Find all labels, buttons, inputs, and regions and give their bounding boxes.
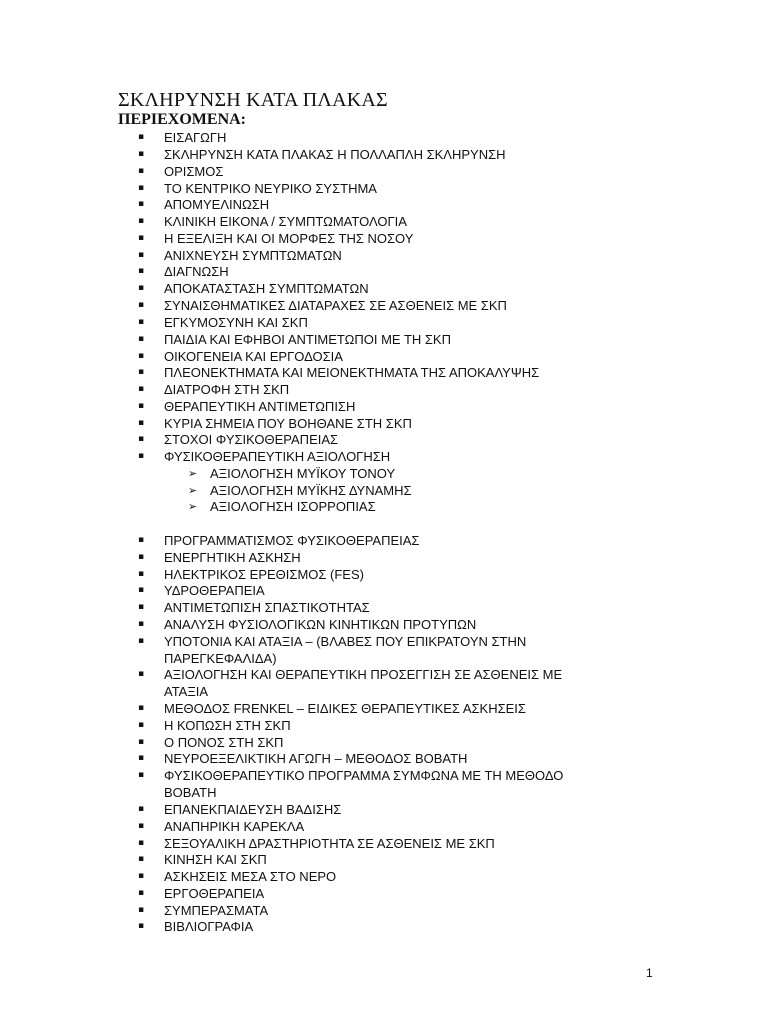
toc-item-label: ΑΠΟΚΑΤΑΣΤΑΣΗ ΣΥΜΠΤΩΜΑΤΩΝ [164, 281, 369, 296]
square-bullet-icon: ▪ [138, 888, 145, 898]
toc-item-label: Η ΚΟΠΩΣΗ ΣΤΗ ΣΚΠ [164, 718, 291, 733]
square-bullet-icon: ▪ [138, 233, 145, 243]
toc-item-label: ΑΝΑΠΗΡΙΚΗ ΚΑΡΕΚΛΑ [164, 819, 305, 834]
toc-item-label: ΚΙΝΗΣΗ ΚΑΙ ΣΚΠ [164, 852, 267, 867]
toc-item-label: ΦΥΣΙΚΟΘΕΡΑΠΕΥΤΙΚΗ ΑΞΙΟΛΟΓΗΣΗ [164, 449, 391, 464]
toc-item [138, 566, 364, 583]
document-title: ΣΚΛΗΡΥΝΣΗ ΚΑΤΑ ΠΛΑΚΑΣ [118, 89, 388, 111]
toc-item-label: ΣΚΛΗΡΥΝΣΗ ΚΑΤΑ ΠΛΑΚΑΣ Η ΠΟΛΛΑΠΛΗ ΣΚΛΗΡΥΝΣΗ [164, 147, 506, 162]
toc-item-label: ΠΑΙΔΙΑ ΚΑΙ ΕΦΗΒΟΙ ΑΝΤΙΜΕΤΩΠΟΙ ΜΕ ΤΗ ΣΚΠ [164, 332, 451, 347]
square-bullet-icon: ▪ [138, 552, 145, 562]
square-bullet-icon: ▪ [138, 132, 145, 142]
square-bullet-icon: ▪ [138, 317, 145, 327]
square-bullet-icon: ▪ [138, 216, 145, 226]
toc-item-label: ΚΛΙΝΙΚΗ ΕΙΚΟΝΑ / ΣΥΜΠΤΩΜΑΤΟΛΟΓΙΑ [164, 214, 407, 229]
toc-item-label: ΑΠΟΜΥΕΛΙΝΩΣΗ [164, 197, 270, 212]
toc-item [138, 700, 526, 717]
toc-item-label: ΥΠΟΤΟΝΙΑ ΚΑΙ ΑΤΑΞΙΑ – (ΒΛΑΒΕΣ ΠΟΥ ΕΠΙΚΡΑΤΟΥΝ ΣΤΗΝ [164, 634, 527, 649]
square-bullet-icon: ▪ [138, 854, 145, 864]
toc-item [138, 331, 451, 348]
square-bullet-icon: ▪ [138, 921, 145, 931]
square-bullet-icon: ▪ [138, 585, 145, 595]
arrow-bullet-icon: ➢ [188, 484, 198, 497]
square-bullet-icon: ▪ [138, 451, 145, 461]
square-bullet-icon: ▪ [138, 569, 145, 579]
toc-item [138, 734, 284, 751]
toc-item-label: ΠΛΕΟΝΕΚΤΗΜΑΤΑ ΚΑΙ ΜΕΙΟΝΕΚΤΗΜΑΤΑ ΤΗΣ ΑΠΟΚΑΛΥΨΗΣ [164, 365, 540, 380]
toc-item [138, 297, 507, 314]
square-bullet-icon: ▪ [138, 619, 145, 629]
square-bullet-icon: ▪ [138, 300, 145, 310]
square-bullet-icon: ▪ [138, 737, 145, 747]
toc-item-label: ΑΝΑΛΥΣΗ ΦΥΣΙΟΛΟΓΙΚΩΝ ΚΙΝΗΤΙΚΩΝ ΠΡΟΤΥΠΩΝ [164, 617, 477, 632]
toc-item [138, 868, 337, 885]
square-bullet-icon: ▪ [138, 905, 145, 915]
square-bullet-icon: ▪ [138, 283, 145, 293]
toc-item [138, 398, 356, 415]
toc-item-label: ΕΝΕΡΓΗΤΙΚΗ ΑΣΚΗΣΗ [164, 550, 301, 565]
square-bullet-icon: ▪ [138, 351, 145, 361]
toc-item-label: ΔΙΑΓΝΩΣΗ [164, 264, 229, 279]
square-bullet-icon: ▪ [138, 166, 145, 176]
toc-item [138, 818, 305, 835]
toc-item-label: ΝΕΥΡΟΕΞΕΛΙΚΤΙΚΗ ΑΓΩΓΗ – ΜΕΘΟΔΟΣ BOBATH [164, 751, 468, 766]
toc-item-label: ΑΝΙΧΝΕΥΣΗ ΣΥΜΠΤΩΜΑΤΩΝ [164, 248, 342, 263]
toc-item [138, 146, 506, 163]
toc-item-label: Η ΕΞΕΛΙΞΗ ΚΑΙ ΟΙ ΜΟΡΦΕΣ ΤΗΣ ΝΟΣΟΥ [164, 231, 414, 246]
toc-item-label: ΕΡΓΟΘΕΡΑΠΕΙΑ [164, 886, 265, 901]
toc-item-label: ΘΕΡΑΠΕΥΤΙΚΗ ΑΝΤΙΜΕΤΩΠΙΣΗ [164, 399, 356, 414]
square-bullet-icon: ▪ [138, 636, 145, 646]
toc-item [138, 767, 564, 801]
toc-item [138, 431, 339, 448]
square-bullet-icon: ▪ [138, 367, 145, 377]
toc-subitem [188, 465, 396, 482]
toc-item-label: ΒΙΒΛΙΟΓΡΑΦΙΑ [164, 919, 254, 934]
toc-item [138, 129, 227, 146]
toc-item [138, 448, 391, 465]
toc-item [138, 213, 407, 230]
toc-subitem [188, 498, 376, 515]
square-bullet-icon: ▪ [138, 418, 145, 428]
toc-item [138, 364, 540, 381]
square-bullet-icon: ▪ [138, 753, 145, 763]
toc-item-label: ΤΟ ΚΕΝΤΡΙΚΟ ΝΕΥΡΙΚΟ ΣΥΣΤΗΜΑ [164, 181, 377, 196]
toc-item [138, 180, 377, 197]
toc-item [138, 918, 254, 935]
toc-item [138, 902, 269, 919]
toc-item-label: ΟΙΚΟΓΕΝΕΙΑ ΚΑΙ ΕΡΓΟΔΟΣΙΑ [164, 349, 343, 364]
toc-item-label: ΦΥΣΙΚΟΘΕΡΑΠΕΥΤΙΚΟ ΠΡΟΓΡΑΜΜΑ ΣΥΜΦΩΝΑ ΜΕ ΤΗ ΜΕΘΟΔΟ [164, 768, 564, 783]
toc-item-label: ΣΥΝΑΙΣΘΗΜΑΤΙΚΕΣ ΔΙΑΤΑΡΑΧΕΣ ΣΕ ΑΣΘΕΝΕΙΣ ΜΕ ΣΚΠ [164, 298, 507, 313]
toc-item [138, 263, 229, 280]
toc-item [138, 415, 412, 432]
toc-item [138, 280, 369, 297]
toc-heading: ΠΕΡΙΕΧΟΜΕΝΑ: [118, 111, 246, 128]
toc-item-label: ΕΙΣΑΓΩΓΗ [164, 130, 227, 145]
toc-item [138, 750, 468, 767]
toc-item-label: ΟΡΙΣΜΟΣ [164, 164, 224, 179]
square-bullet-icon: ▪ [138, 149, 145, 159]
square-bullet-icon: ▪ [138, 199, 145, 209]
toc-item [138, 549, 301, 566]
toc-item-continuation: ΑΤΑΞΙΑ [164, 684, 209, 699]
toc-item-label: ΕΠΑΝΕΚΠΑΙΔΕΥΣΗ ΒΑΔΙΣΗΣ [164, 802, 342, 817]
square-bullet-icon: ▪ [138, 250, 145, 260]
square-bullet-icon: ▪ [138, 384, 145, 394]
toc-item-label: ΜΕΘΟΔΟΣ FRENKEL – ΕΙΔΙΚΕΣ ΘΕΡΑΠΕΥΤΙΚΕΣ ΑΣΚΗΣΕΙΣ [164, 701, 526, 716]
toc-item [138, 835, 495, 852]
square-bullet-icon: ▪ [138, 434, 145, 444]
toc-item [138, 851, 267, 868]
toc-item [138, 582, 265, 599]
square-bullet-icon: ▪ [138, 669, 145, 679]
toc-item-label: ΣΕΞΟΥΑΛΙΚΗ ΔΡΑΣΤΗΡΙΟΤΗΤΑ ΣΕ ΑΣΘΕΝΕΙΣ ΜΕ ΣΚΠ [164, 836, 495, 851]
toc-item [138, 885, 265, 902]
toc-item-continuation: ΠΑΡΕΓΚΕΦΑΛΙΔΑ) [164, 651, 277, 666]
toc-item-label: ΣΤΟΧΟΙ ΦΥΣΙΚΟΘΕΡΑΠΕΙΑΣ [164, 432, 339, 447]
toc-item [138, 196, 270, 213]
toc-item [138, 314, 308, 331]
toc-subitem-label: ΑΞΙΟΛΟΓΗΣΗ ΜΥΪΚΗΣ ΔΥΝΑΜΗΣ [210, 483, 412, 498]
toc-subitem-label: ΑΞΙΟΛΟΓΗΣΗ ΜΥΪΚΟΥ ΤΟΝΟΥ [210, 466, 396, 481]
square-bullet-icon: ▪ [138, 770, 145, 780]
toc-item-label: ΣΥΜΠΕΡΑΣΜΑΤΑ [164, 903, 269, 918]
toc-item [138, 230, 414, 247]
arrow-bullet-icon: ➢ [188, 467, 198, 480]
square-bullet-icon: ▪ [138, 401, 145, 411]
toc-item [138, 616, 477, 633]
toc-item-label: ΕΓΚΥΜΟΣΥΝΗ ΚΑΙ ΣΚΠ [164, 315, 308, 330]
square-bullet-icon: ▪ [138, 871, 145, 881]
toc-item-label: ΔΙΑΤΡΟΦΗ ΣΤΗ ΣΚΠ [164, 382, 290, 397]
toc-item [138, 801, 342, 818]
toc-item [138, 532, 420, 549]
toc-subitem [188, 482, 412, 499]
toc-subitem-label: ΑΞΙΟΛΟΓΗΣΗ ΙΣΟΡΡΟΠΙΑΣ [210, 499, 376, 514]
toc-item-label: ΥΔΡΟΘΕΡΑΠΕΙΑ [164, 583, 265, 598]
toc-item [138, 633, 527, 667]
arrow-bullet-icon: ➢ [188, 500, 198, 513]
toc-item [138, 381, 290, 398]
square-bullet-icon: ▪ [138, 266, 145, 276]
toc-item-label: ΑΝΤΙΜΕΤΩΠΙΣΗ ΣΠΑΣΤΙΚΟΤΗΤΑΣ [164, 600, 370, 615]
square-bullet-icon: ▪ [138, 838, 145, 848]
toc-item [138, 666, 563, 700]
toc-item [138, 247, 342, 264]
toc-item [138, 717, 291, 734]
page-number: 1 [646, 966, 653, 980]
square-bullet-icon: ▪ [138, 804, 145, 814]
toc-item-label: ΗΛΕΚΤΡΙΚΟΣ ΕΡΕΘΙΣΜΟΣ (FES) [164, 567, 364, 582]
toc-item-label: ΑΞΙΟΛΟΓΗΣΗ ΚΑΙ ΘΕΡΑΠΕΥΤΙΚΗ ΠΡΟΣΕΓΓΙΣΗ ΣΕ ΑΣΘΕΝΕΙΣ ΜΕ [164, 667, 563, 682]
square-bullet-icon: ▪ [138, 602, 145, 612]
toc-item-label: ΚΥΡΙΑ ΣΗΜΕΙΑ ΠΟΥ ΒΟΗΘΑΝΕ ΣΤΗ ΣΚΠ [164, 416, 412, 431]
toc-item-continuation: BOBATH [164, 785, 217, 800]
toc-item [138, 599, 370, 616]
toc-item-label: Ο ΠΟΝΟΣ ΣΤΗ ΣΚΠ [164, 735, 284, 750]
toc-item-label: ΑΣΚΗΣΕΙΣ ΜΕΣΑ ΣΤΟ ΝΕΡΟ [164, 869, 337, 884]
square-bullet-icon: ▪ [138, 703, 145, 713]
square-bullet-icon: ▪ [138, 535, 145, 545]
toc-item [138, 348, 343, 365]
square-bullet-icon: ▪ [138, 183, 145, 193]
toc-item-label: ΠΡΟΓΡΑΜΜΑΤΙΣΜΟΣ ΦΥΣΙΚΟΘΕΡΑΠΕΙΑΣ [164, 533, 420, 548]
square-bullet-icon: ▪ [138, 821, 145, 831]
square-bullet-icon: ▪ [138, 720, 145, 730]
toc-item [138, 163, 224, 180]
square-bullet-icon: ▪ [138, 334, 145, 344]
